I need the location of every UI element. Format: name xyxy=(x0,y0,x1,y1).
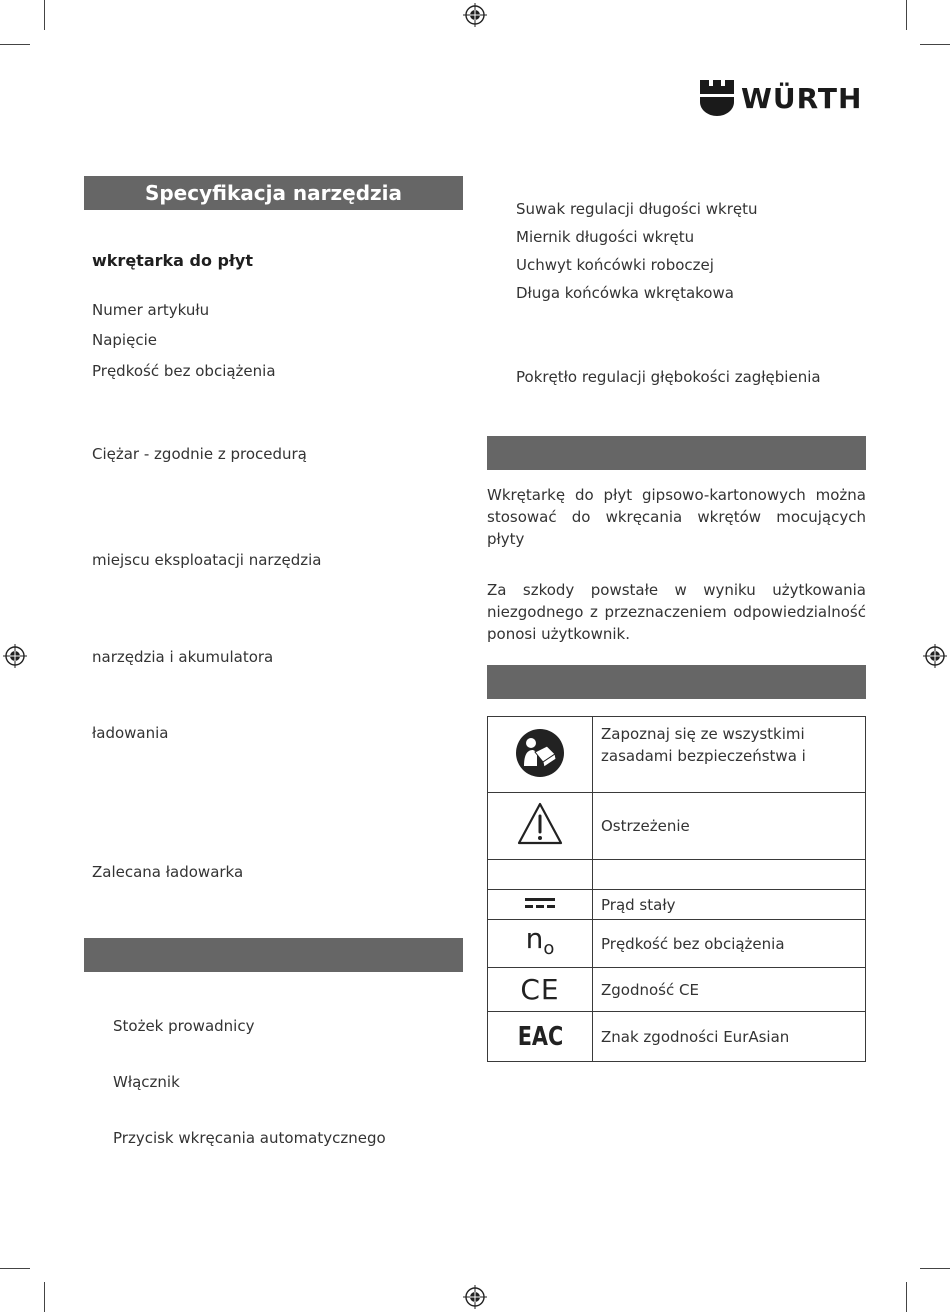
symbol-cell xyxy=(488,890,593,920)
parts-header-bar xyxy=(84,938,463,972)
part-item: Włącznik xyxy=(113,1073,180,1091)
part-item: Uchwyt końcówki roboczej xyxy=(516,256,714,274)
spec-item: Numer artykułu xyxy=(92,301,210,319)
symbol-cell xyxy=(488,1012,593,1062)
symbol-cell xyxy=(488,860,593,890)
symbol-cell xyxy=(488,920,593,968)
crop-mark xyxy=(0,1268,30,1269)
symbol-label: Znak zgodności EurAsian xyxy=(593,1012,866,1062)
spec-item: narzędzia i akumulatora xyxy=(92,648,274,666)
symbol-label xyxy=(593,860,866,890)
spec-item: ładowania xyxy=(92,724,169,742)
spec-item: Ciężar - zgodnie z procedurą xyxy=(92,445,307,463)
no-load-speed-symbol: n xyxy=(525,921,544,955)
usage-paragraph xyxy=(487,484,866,550)
symbol-label: Prędkość bez obciążenia xyxy=(593,920,866,968)
spec-header-bar xyxy=(84,176,463,210)
table-row xyxy=(488,860,866,890)
table-row xyxy=(488,717,866,793)
table-row xyxy=(488,920,866,968)
spec-item: miejscu eksploatacji narzędzia xyxy=(92,551,322,569)
part-item: Długa końcówka wkrętakowa xyxy=(516,284,734,302)
part-item: Przycisk wkręcania automatycznego xyxy=(113,1129,386,1147)
part-item: Miernik długości wkrętu xyxy=(516,228,695,246)
warning-triangle-icon xyxy=(516,801,564,847)
no-load-speed-subscript: o xyxy=(543,937,555,959)
registration-mark-icon xyxy=(463,3,487,27)
symbols-header-bar xyxy=(487,665,866,699)
crop-mark xyxy=(44,1282,45,1312)
brand-name: WÜRTH xyxy=(741,82,863,115)
direct-current-icon xyxy=(525,896,555,910)
part-item: Pokrętło regulacji głębokości zagłębienia xyxy=(516,368,821,386)
part-item: Stożek prowadnicy xyxy=(113,1017,255,1035)
registration-mark-icon xyxy=(3,644,27,668)
symbol-label: Ostrzeżenie xyxy=(593,793,866,860)
crop-mark xyxy=(906,0,907,30)
read-manual-icon xyxy=(515,728,565,778)
registration-mark-icon xyxy=(463,1285,487,1309)
table-row xyxy=(488,1012,866,1062)
part-item: Suwak regulacji długości wkrętu xyxy=(516,200,758,218)
symbol-label: Zapoznaj się ze wszystkimi zasadami bezpieczeństwa i xyxy=(593,717,866,793)
spec-item: Napięcie xyxy=(92,331,157,349)
product-name: wkrętarka do płyt xyxy=(92,251,253,270)
registration-mark-icon xyxy=(923,644,947,668)
table-row xyxy=(488,968,866,1012)
ce-mark-icon: CE xyxy=(520,972,560,1006)
table-row xyxy=(488,793,866,860)
no-load-speed-icon xyxy=(525,921,555,959)
crop-mark xyxy=(920,1268,950,1269)
symbols-table xyxy=(487,716,866,1062)
liability-paragraph: Za szkody powstałe w wyniku użytkowania niezgodnego z przeznaczeniem odpowiedzialność ponosi użytkownik. xyxy=(487,581,866,643)
table-row xyxy=(488,890,866,920)
usage-text: Wkrętarkę do płyt gipsowo-kartonowych można stosować do wkręcania wkrętów mocujących płyty xyxy=(487,486,866,548)
eac-mark-icon: EAC xyxy=(517,1021,563,1052)
symbol-cell xyxy=(488,717,593,793)
crop-mark xyxy=(920,44,950,45)
usage-header-bar xyxy=(487,436,866,470)
crop-mark xyxy=(906,1282,907,1312)
spec-item: Zalecana ładowarka xyxy=(92,863,244,881)
symbol-cell xyxy=(488,968,593,1012)
spec-title: Specyfikacja narzędzia xyxy=(144,181,403,205)
spec-item: Prędkość bez obciążenia xyxy=(92,362,276,380)
wurth-logo-icon xyxy=(700,80,734,116)
crop-mark xyxy=(44,0,45,30)
symbol-label: Prąd stały xyxy=(593,890,866,920)
symbol-cell xyxy=(488,793,593,860)
crop-mark xyxy=(0,44,30,45)
symbol-label: Zgodność CE xyxy=(593,968,866,1012)
